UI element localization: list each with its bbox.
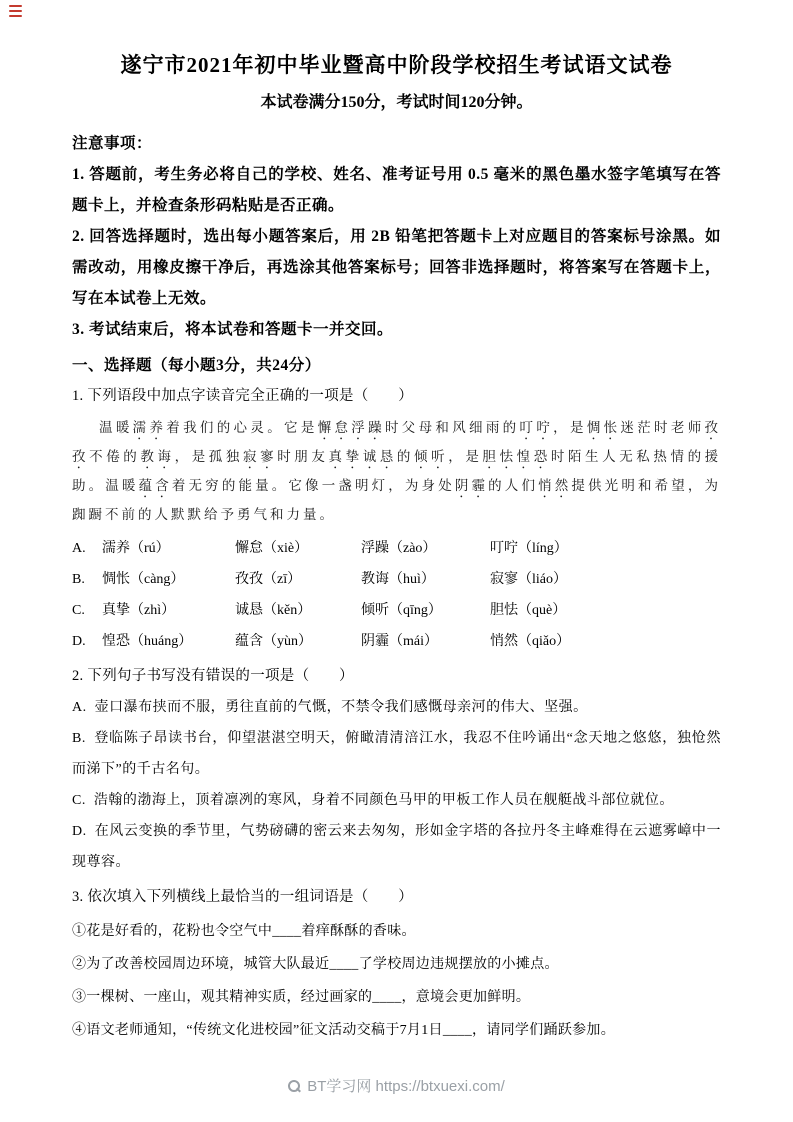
option-word: 孜孜（zī） xyxy=(235,572,302,587)
q3-item: ①花是好看的，花粉也令空气中____着痒酥酥的香味。 xyxy=(72,924,416,939)
footer-link[interactable]: BT学习网 https://btxuexi.com/ xyxy=(307,1078,505,1095)
corner-menu-bar xyxy=(9,5,22,7)
passage-text: 不倦的 xyxy=(89,449,141,464)
q2-option: A. 壶口瀑布挟而不服，勇往直前的气慨，不禁令我们感慨母亲河的伟大、坚强。 xyxy=(72,700,588,715)
option-word: 诚恳（kěn） xyxy=(235,603,312,618)
dotted-word: 浮躁 xyxy=(351,420,385,435)
notice-item: 2. 回答选择题时，选出每小题答案后，用 2B 铅笔把答题卡上对应题目的答案标号涂黑。如需改动，用橡皮擦干净后，再选涂其他答案标号；回答非选择题时，将答案写在答题卡上，写在本试卷上无效。 xyxy=(72,228,721,307)
magnifier-icon xyxy=(288,1080,300,1092)
option-label: C. xyxy=(72,603,85,618)
passage-text: 时陌生人无私热情的援助。温暖 xyxy=(72,449,722,493)
option-word: 阴霾（mái） xyxy=(361,634,438,649)
q2-option: C. 浩翰的渤海上，顶着凛冽的寒风，身着不同颜色马甲的甲板工作人员在舰艇战斗部位就位。 xyxy=(72,793,674,808)
section-heading: 一、选择题（每小题3分，共24分） xyxy=(72,357,321,374)
option-word: 叮咛（líng） xyxy=(490,541,568,556)
q1-option-row xyxy=(72,533,721,564)
footer-watermark xyxy=(0,1075,793,1096)
option-label: D. xyxy=(72,634,86,649)
q1-option-row xyxy=(72,564,721,595)
dotted-word: 惶恐 xyxy=(516,449,551,464)
corner-menu-bar xyxy=(9,15,22,17)
passage-text: ，是 xyxy=(448,449,483,464)
dotted-word: 濡养 xyxy=(132,420,167,435)
passage-text: 时朋友 xyxy=(277,449,329,464)
notice-item: 3. 考试结束后，将本试卷和答题卡一并交回。 xyxy=(72,321,394,338)
dotted-word: 真挚 xyxy=(328,449,363,464)
corner-menu-icon[interactable] xyxy=(9,5,22,17)
q3-item: ②为了改善校园周边环境，城管大队最近____了学校周边违规摆放的小摊点。 xyxy=(72,957,559,972)
option-word: 教诲（huì） xyxy=(361,572,435,587)
option-word: 真挚（zhì） xyxy=(102,603,176,618)
dotted-word: 懈怠 xyxy=(317,420,352,435)
dotted-word: 悄然 xyxy=(538,478,572,493)
dotted-word: 倾听 xyxy=(414,449,449,464)
option-label: A. xyxy=(72,541,86,556)
option-word: 倾听（qīng） xyxy=(361,603,442,618)
passage-text: 提供光明和希望，为踟蹰不前的人默默给予勇气和力量。 xyxy=(72,478,722,522)
q2-option: D. 在风云变换的季节里，气势磅礴的密云来去匆匆，形如金字塔的各拉丹冬主峰难得在云遮雾嶂中一现尊容。 xyxy=(72,824,721,870)
q1-stem: 1. 下列语段中加点字读音完全正确的一项是（ ） xyxy=(72,388,413,404)
notices-block xyxy=(72,128,721,345)
passage-text: 时父母和风细雨的 xyxy=(384,420,520,435)
dotted-word: 诚恳 xyxy=(362,449,397,464)
notice-item: 1. 答题前，考生务必将自己的学校、姓名、准考证号用 0.5 毫米的黑色墨水签字笔填写在答题卡上，并检查条形码粘贴是否正确。 xyxy=(72,166,721,214)
passage-text: 着我们的心灵。它是 xyxy=(166,420,318,435)
page-title: 遂宁市2021年初中毕业暨高中阶段学校招生考试语文试卷 xyxy=(120,53,673,77)
q1-option-row xyxy=(72,595,721,626)
page-subtitle: 本试卷满分150分，考试时间120分钟。 xyxy=(260,94,533,111)
q3-items xyxy=(72,915,721,1047)
option-word: 胆怯（què） xyxy=(490,603,567,618)
dotted-word: 胆怯 xyxy=(482,449,517,464)
q2-stem: 2. 下列句子书写没有错误的一项是（ ） xyxy=(72,668,354,684)
q1-options xyxy=(72,533,721,657)
passage-text: 迷茫时老师 xyxy=(620,420,705,435)
option-word: 濡养（rú） xyxy=(102,541,170,556)
dotted-word: 叮咛 xyxy=(519,420,554,435)
q3-item: ③一棵树、一座山，观其精神实质，经过画家的____，意境会更加鲜明。 xyxy=(72,990,531,1005)
option-word: 蕴含（yùn） xyxy=(235,634,312,649)
corner-menu-bar xyxy=(9,10,22,12)
q1-passage xyxy=(72,414,721,528)
dotted-word: 惆怅 xyxy=(586,420,621,435)
option-word: 懈怠（xiè） xyxy=(235,541,309,556)
option-label: B. xyxy=(72,572,85,587)
option-word: 惆怅（càng） xyxy=(102,572,185,587)
dotted-word: 教诲 xyxy=(140,449,175,464)
dotted-word: 阴霾 xyxy=(454,478,489,493)
q1-option-row xyxy=(72,626,721,657)
passage-text: 着无穷的能量。它像一盏明灯，为身处 xyxy=(171,478,455,493)
q2-option: B. 登临陈子昂读书台，仰望湛湛空明天，俯瞰清清涪江水，我忍不住吟诵出“念天地之悠悠，独怆然而涕下”的千古名句。 xyxy=(72,731,721,777)
q2-options xyxy=(72,692,721,878)
option-word: 浮躁（zào） xyxy=(361,541,437,556)
notices-heading: 注意事项： xyxy=(72,135,153,152)
passage-text: ，是孤独 xyxy=(174,449,243,464)
option-word: 寂寥（liáo） xyxy=(490,572,567,587)
dotted-word: 孜孜 xyxy=(72,420,722,464)
q3-item: ④语文老师通知，“传统文化进校园”征文活动交稿于7月1日____，请同学们踊跃参加。 xyxy=(72,1023,616,1038)
passage-text: 的 xyxy=(396,449,415,464)
passage-text: 温暖 xyxy=(99,420,133,435)
option-word: 惶恐（huáng） xyxy=(102,634,193,649)
passage-text: 的人们 xyxy=(488,478,539,493)
dotted-word: 寂寥 xyxy=(243,449,278,464)
option-word: 悄然（qiǎo） xyxy=(490,634,571,649)
notices-list xyxy=(72,159,721,345)
q3-stem: 3. 依次填入下列横线上最恰当的一组词语是（ ） xyxy=(72,889,413,905)
dotted-word: 蕴含 xyxy=(138,478,172,493)
passage-text: ，是 xyxy=(553,420,587,435)
